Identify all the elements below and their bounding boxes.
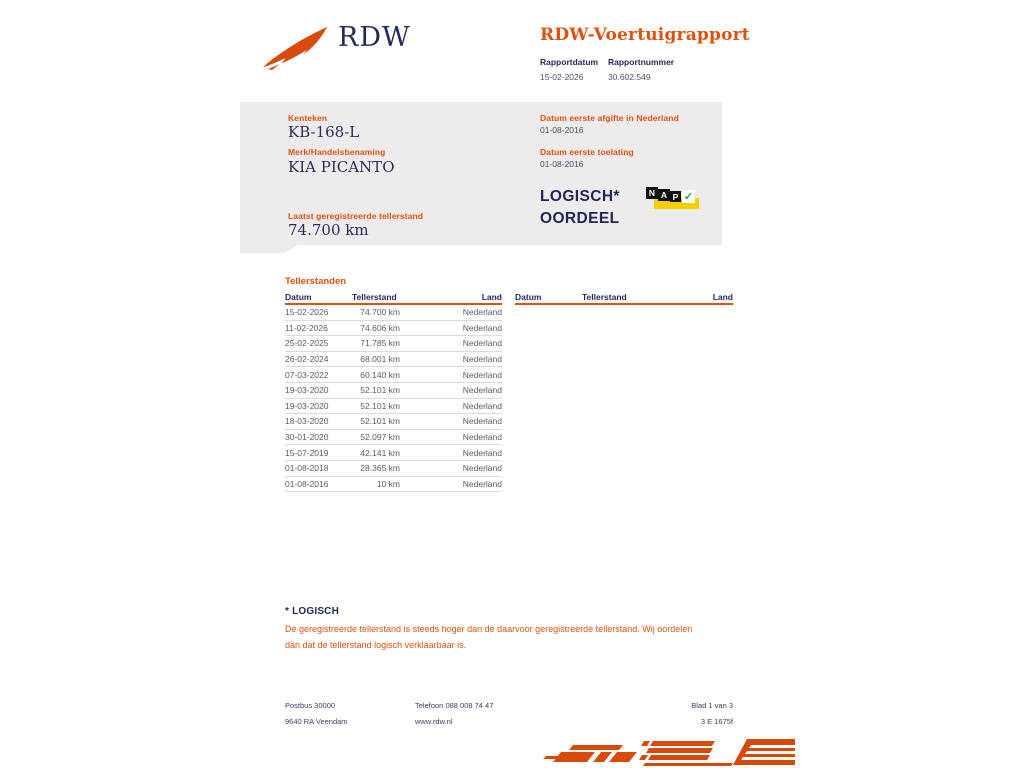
eerste-toelating-value: 01-08-2016 <box>540 159 584 169</box>
table-cell: Nederland <box>462 447 502 458</box>
footer-address <box>285 701 348 732</box>
column-header-datum: Datum <box>285 291 312 302</box>
column-header-datum: Datum <box>515 291 542 302</box>
oordeel-line2: OORDEEL <box>540 209 620 227</box>
table-cell: 25-02-2025 <box>285 338 329 349</box>
oordeel-line1: LOGISCH* <box>540 188 620 205</box>
table-cell: 01-08-2016 <box>285 478 329 489</box>
tellerstanden-section-title: Tellerstanden <box>285 276 347 287</box>
nap-letter-n: N <box>646 187 658 199</box>
table-cell: Nederland <box>462 385 502 396</box>
merk-value: KIA PICANTO <box>288 158 395 176</box>
table-cell: 10 km <box>376 478 400 489</box>
table-cell: 74.700 km <box>360 307 400 318</box>
kenteken-value: KB-168-L <box>288 123 360 141</box>
mileage-table-right <box>515 290 733 305</box>
table-cell: 52.101 km <box>360 385 400 396</box>
table-row <box>285 367 502 383</box>
column-header-land: Land <box>481 291 502 302</box>
table-cell: 68.001 km <box>360 354 400 365</box>
table-cell: 74.606 km <box>360 322 400 333</box>
table-row <box>285 477 502 493</box>
mileage-table-body-left <box>285 305 502 492</box>
nap-letter-a: A <box>658 189 670 201</box>
column-header-land: Land <box>712 291 733 302</box>
footer-form-number: 3 E 1675f <box>700 716 733 726</box>
table-cell: 42.141 km <box>360 447 400 458</box>
footer-address-line1: Postbus 30000 <box>285 701 336 710</box>
oordeel-verdict <box>540 186 620 229</box>
nap-letter-p: P <box>670 191 681 202</box>
table-row <box>285 383 502 399</box>
report-date-value: 15-02-2026 <box>540 71 584 82</box>
footer-website: www.rdw.nl <box>415 716 453 726</box>
table-cell: 52.101 km <box>360 416 400 427</box>
report-number-value: 30.602.549 <box>608 71 651 82</box>
table-cell: 15-07-2019 <box>285 447 329 458</box>
table-cell: 26-02-2024 <box>285 354 329 365</box>
table-row <box>285 336 502 352</box>
table-header-row <box>515 290 733 305</box>
report-number-field <box>608 57 674 82</box>
laatste-tellerstand-value: 74.700 km <box>288 221 369 239</box>
table-cell: 19-03-2020 <box>285 400 329 411</box>
merk-label: Merk/Handelsbenaming <box>288 147 386 157</box>
footer-phone: Telefoon 088 008 74 47 <box>415 701 494 710</box>
report-date-field <box>540 57 598 82</box>
table-header-row <box>285 290 502 305</box>
table-cell: Nederland <box>462 338 502 349</box>
table-cell: Nederland <box>462 322 502 333</box>
table-cell: Nederland <box>462 400 502 411</box>
table-cell: 52.097 km <box>360 432 400 443</box>
table-cell: 11-02-2026 <box>285 322 328 333</box>
footnote-text: De geregistreerde tellerstand is steeds hoger dan de daarvoor geregistreerde tellerstand. Wij oordelen dan dat de tellerstand logisch verklaarbaar is. <box>285 624 693 650</box>
table-cell: 30-01-2020 <box>285 432 329 443</box>
table-row <box>285 399 502 415</box>
rdw-footer-stripes-graphic <box>543 737 795 768</box>
table-cell: 19-03-2020 <box>285 385 329 396</box>
table-cell: 28.365 km <box>360 463 400 474</box>
mileage-table-left <box>285 290 502 492</box>
table-cell: Nederland <box>462 478 502 489</box>
table-cell: 71.785 km <box>360 338 400 349</box>
table-cell: Nederland <box>462 432 502 443</box>
table-cell: 60.140 km <box>360 369 400 380</box>
kenteken-label: Kenteken <box>288 113 328 123</box>
table-cell: 07-03-2022 <box>285 369 329 380</box>
footer-address-line2: 9640 RA Veendam <box>285 716 348 726</box>
table-cell: Nederland <box>462 416 502 427</box>
table-row <box>285 445 502 461</box>
eerste-toelating-label: Datum eerste toelating <box>540 147 634 157</box>
table-cell: Nederland <box>462 307 502 318</box>
footer-contact <box>415 701 493 732</box>
footnote-title: * LOGISCH <box>285 606 340 617</box>
report-number-label: Rapportnummer <box>608 57 675 67</box>
table-cell: 01-08-2018 <box>285 463 329 474</box>
table-row <box>285 321 502 337</box>
laatste-tellerstand-label: Laatst geregistreerde tellerstand <box>288 211 424 221</box>
table-row <box>285 352 502 368</box>
rdw-bird-icon <box>256 26 334 70</box>
footer-page-indicator: Blad 1 van 3 <box>691 701 733 710</box>
table-row <box>285 430 502 446</box>
table-cell: 18-03-2020 <box>285 416 329 427</box>
table-row <box>285 461 502 477</box>
table-cell: 15-02-2026 <box>285 307 329 318</box>
nap-logo <box>646 186 700 212</box>
report-title: RDW-Voertuigrapport <box>540 25 750 45</box>
rdw-logo-text: RDW <box>338 22 411 53</box>
eerste-afgifte-label: Datum eerste afgifte in Nederland <box>540 113 679 123</box>
report-date-label: Rapportdatum <box>540 57 599 67</box>
table-row <box>285 414 502 430</box>
table-cell: 52.101 km <box>360 400 400 411</box>
table-cell: Nederland <box>462 369 502 380</box>
footer-page-info <box>633 701 733 732</box>
column-header-tellerstand: Tellerstand <box>352 291 397 302</box>
table-row <box>285 305 502 321</box>
table-cell: Nederland <box>462 354 502 365</box>
nap-check-icon: ✓ <box>683 191 694 203</box>
vehicle-summary-box <box>240 102 722 245</box>
table-cell: Nederland <box>462 463 502 474</box>
column-header-tellerstand: Tellerstand <box>582 291 627 302</box>
eerste-afgifte-value: 01-08-2016 <box>540 125 584 135</box>
